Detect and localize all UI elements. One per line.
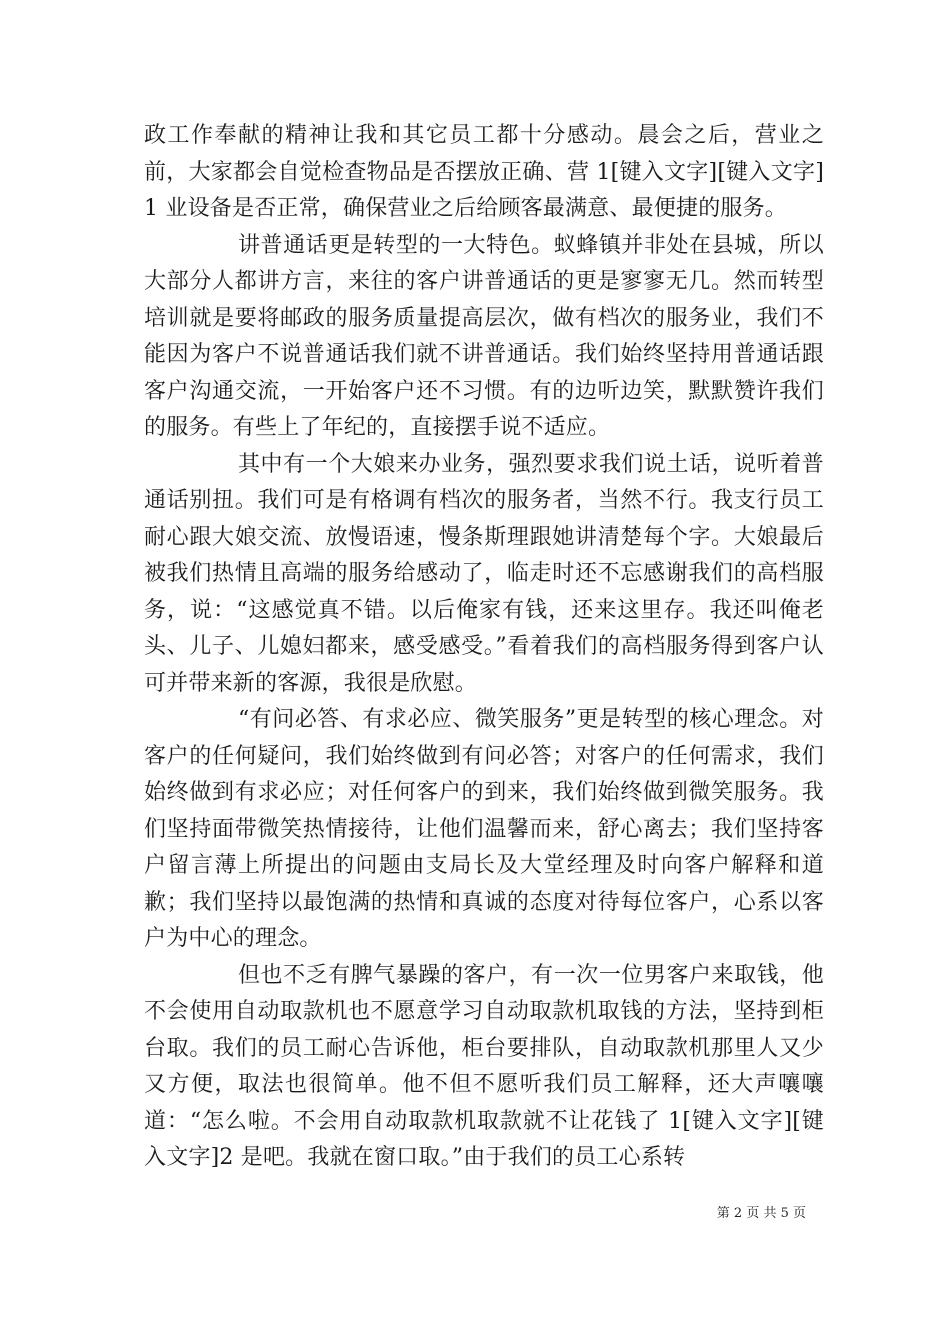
paragraph: 讲普通话更是转型的一大特色。蚁蜂镇并非处在县城，所以大部分人都讲方言，来往的客户讲普通话的更是寥寥无几。然而转型培训就是要将邮政的服务质量提高层次，做有档次的服务业，我们不能因为客户不说普通话我们就不讲普通话。我们始终坚持用普通话跟客户沟通交流，一开始客户还不习惯。有的边听边笑，默默赞许我们的服务。有些上了年纪的，直接摆手说不适应。 — [144, 232, 824, 440]
paragraph: 政工作奉献的精神让我和其它员工都十分感动。晨会之后，营业之前，大家都会自觉检查物品是否摆放正确、营 1[键入文字][键入文字]1 业设备是否正常，确保营业之后给顾客最满意、最便捷的服务。 — [144, 123, 824, 221]
paragraph: “有问必答、有求必应、微笑服务”更是转型的核心理念。对客户的任何疑问，我们始终做到有问必答；对客户的任何需求，我们始终做到有求必应；对任何客户的到来，我们始终做到微笑服务。我们坚持面带微笑热情接待，让他们温馨而来，舒心离去；我们坚持客户留言薄上所提出的问题由支局长及大堂经理及时向客户解释和道歉；我们坚持以最饱满的热情和真诚的态度对待每位客户，心系以客户为中心的理念。 — [144, 707, 824, 951]
paragraph: 其中有一个大娘来办业务，强烈要求我们说土话，说听着普通话别扭。我们可是有格调有档次的服务者，当然不行。我支行员工耐心跟大娘交流、放慢语速，慢条斯理跟她讲清楚每个字。大娘最后被我们热情且高端的服务给感动了，临走时还不忘感谢我们的高档服务，说：“这感觉真不错。以后俺家有钱，还来这里存。我还叫俺老头、儿子、儿媳妇都来，感受感受。”看着我们的高档服务得到客户认可并带来新的客源，我很是欣慰。 — [144, 451, 824, 696]
page-number-footer: 第 2 页 共 5 页 — [716, 1206, 806, 1221]
paragraph: 但也不乏有脾气暴躁的客户，有一次一位男客户来取钱，他不会使用自动取款机也不愿意学习自动取款机取钱的方法，坚持到柜台取。我们的员工耐心告诉他，柜台要排队，自动取款机那里人又少又方便，取法也很简单。他不但不愿听我们员工解释，还大声嚷嚷道：“怎么啦。不会用自动取款机取款就不让花钱了 1[键入文字][键入文字]2 是吧。我就在窗口取。”由于我们的员工心系转 — [144, 962, 824, 1170]
body-text — [144, 118, 824, 1177]
